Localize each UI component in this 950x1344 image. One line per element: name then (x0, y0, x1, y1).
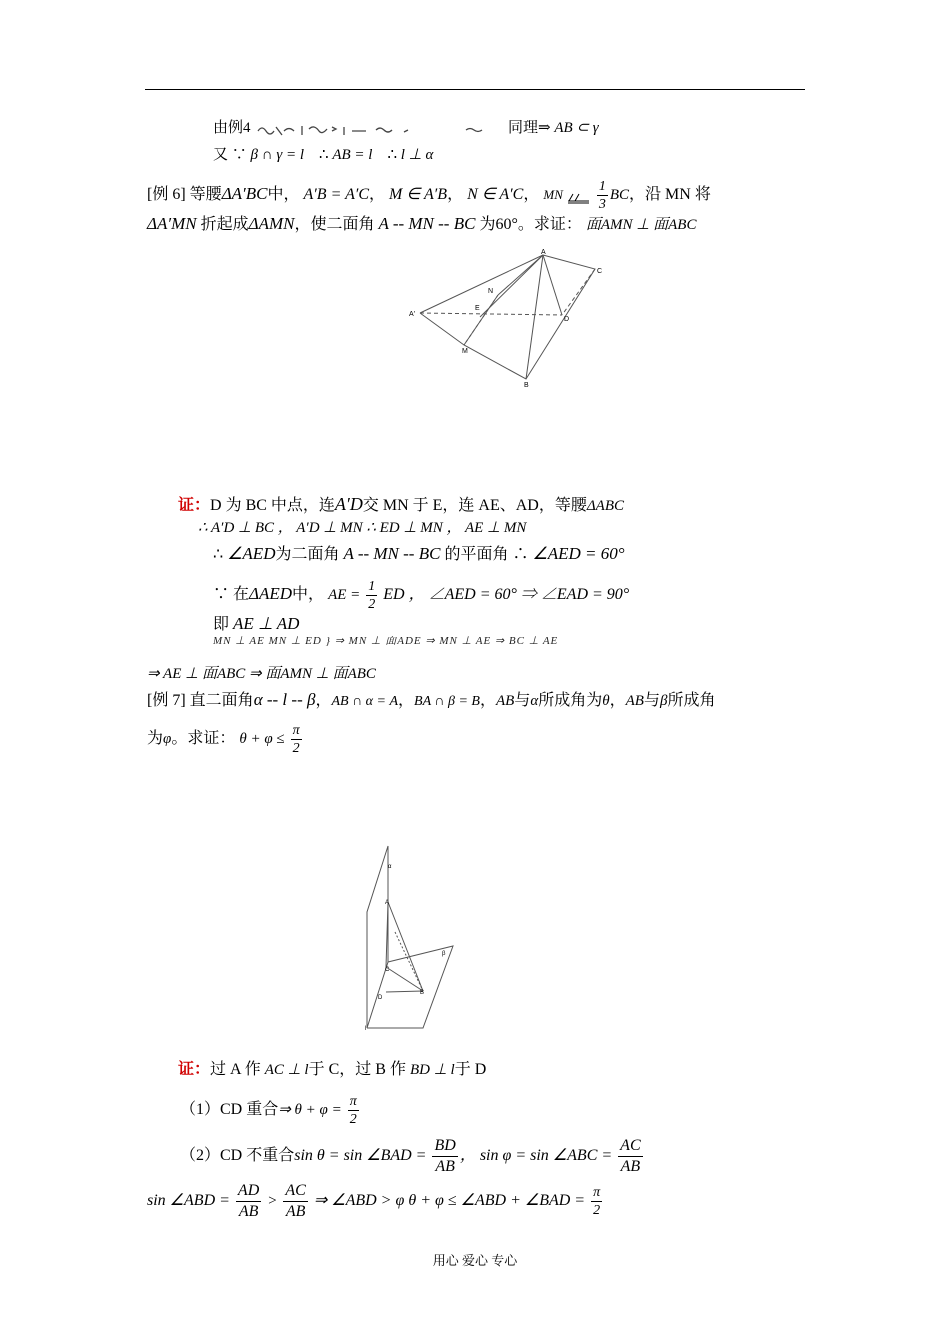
figure-dihedral-angle (355, 842, 475, 1032)
fig1-label-A: A (541, 249, 546, 256)
fraction-one-half: $\frac{1}{2}$ (368, 579, 376, 612)
page-footer: 用心 爱心 专心 (432, 1253, 518, 1268)
garbled-math-fragment (254, 123, 504, 135)
proof7-line2: （1）CD 重合⇒ θ + φ = $\frac{\pi}{2}$ (180, 1094, 357, 1127)
fig1-label-B: B (524, 382, 529, 389)
example6-statement-line2: ΔA′MN 折起成ΔAMN，使二面角 A -- MN -- BC 为60°。求证： 面AMN ⊥ 面ABC (147, 214, 697, 233)
example7-statement-line2: 为φ。求证： θ + φ ≤ $\frac{\pi}{2}$ (147, 723, 300, 756)
fraction-pi-over-2-c: $\frac{\pi}{2}$ (593, 1185, 601, 1218)
fraction-BD-AB: $\frac{BD}{AB}$ (434, 1137, 456, 1175)
example6-statement-line1: [例 6] 等腰ΔA′BC中， A′B = A′C， M ∈ A′B， N ∈ A′C， MN $\frac{1}{3}$ BC，沿 MN 将 (147, 179, 711, 212)
fig2-label-A: A (385, 900, 390, 906)
proof6-line1: 证：D 为 BC 中点，连A′D交 MN 于 E，连 AE、AD，等腰ΔABC (178, 494, 624, 514)
fraction-pi-over-2: $\frac{\pi}{2}$ (292, 723, 300, 756)
proof6-line6-clipped: MN ⊥ AE MN ⊥ ED } ⇒ MN ⊥ 面ADE ⇒ MN ⊥ AE ⇒ BC ⊥ AE (213, 636, 559, 647)
proof6-line2: ∴ A′D ⊥ BC ， A′D ⊥ MN ∴ ED ⊥ MN ， AE ⊥ MN (198, 520, 527, 536)
fraction-AC-AB-b: $\frac{AC}{AB}$ (285, 1182, 306, 1220)
proof7-line1: 证：过 A 作 AC ⊥ l于 C，过 B 作 BD ⊥ l于 D (178, 1061, 487, 1078)
fig2-label-l: l (365, 1026, 367, 1032)
proof7-line4: sin ∠ABD = $\frac{AD}{AB}$ > $\frac{AC}{AB}$ ⇒ ∠ABD > φ θ + φ ≤ ∠ABD + ∠BAD = $\frac{\pi}{2}$ (147, 1182, 601, 1220)
fig2-label-beta: β (442, 951, 446, 957)
proof7-line3: （2）CD 不重合sin θ = sin ∠BAD = $\frac{BD}{AB}$ ， sin φ = sin ∠ABC = $\frac{AC}{AB}$ (180, 1137, 641, 1175)
fraction-pi-over-2-b: $\frac{\pi}{2}$ (349, 1094, 357, 1127)
proof6-line3: ∴ ∠AED为二面角 A -- MN -- BC 的平面角 ∴ ∠AED = 60° (213, 544, 625, 563)
proof6-line4: ∵ 在ΔAED中， AE = $\frac{1}{2}$ ED ， ∠AED = 60° ⇒ ∠EAD = 90° (213, 579, 630, 612)
fig1-label-E: E (475, 305, 480, 312)
fig1-label-C: C (597, 268, 603, 275)
fraction-AC-AB: $\frac{AC}{AB}$ (620, 1137, 641, 1175)
garbled-glyphs-icon (254, 123, 504, 137)
fraction-AD-AB: $\frac{AD}{AB}$ (237, 1182, 260, 1220)
figure-folded-triangle (400, 245, 610, 390)
fig1-label-Aprime: A′ (409, 311, 415, 318)
fig1-label-M: M (462, 348, 468, 355)
fig1-label-D: D (564, 316, 570, 323)
fig2-label-C: C (385, 967, 390, 973)
fraction-one-third: $\frac{1}{3}$ (598, 179, 606, 212)
proof6-line5: 即 AE ⊥ AD (213, 614, 300, 633)
line-example4-ref: 由例4 同理⇒ AB ⊂ γ (213, 120, 599, 136)
header-rule (145, 89, 805, 90)
proof6-conclusion: ⇒ AE ⊥ 面ABC ⇒ 面AMN ⊥ 面ABC (147, 666, 376, 682)
example7-statement-line1: [例 7] 直二面角α -- l -- β，AB ∩ α = A，BA ∩ β = B，AB与α所成角为θ，AB与β所成角 (147, 690, 716, 709)
parallel-equal-symbol (567, 190, 591, 202)
fig2-label-B: B (420, 990, 425, 996)
line-intersection: 又 ∵ β ∩ γ = l ∴ AB = l ∴ l ⊥ α (213, 147, 434, 163)
fig1-label-N: N (488, 288, 494, 295)
fig2-label-D: D (378, 995, 383, 1001)
fig2-label-alpha: α (388, 864, 392, 870)
